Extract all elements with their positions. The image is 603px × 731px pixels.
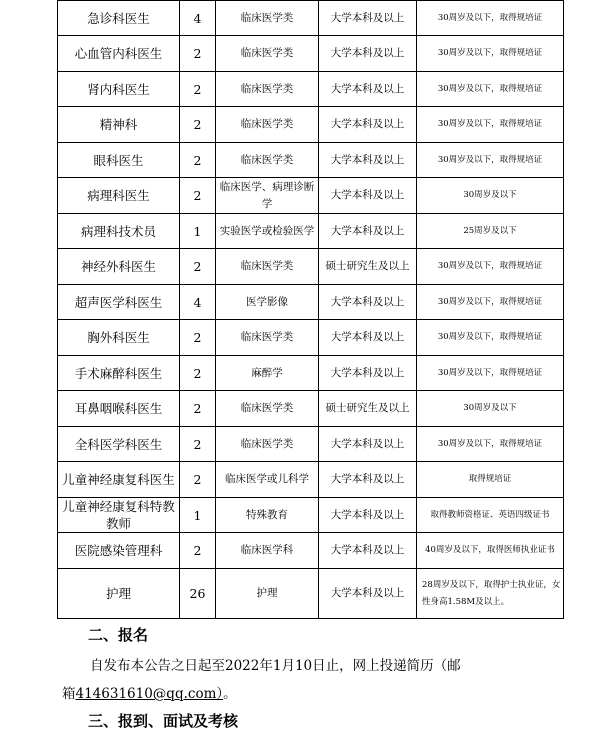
count-cell: 2 xyxy=(180,36,216,72)
major-cell: 临床医学科 xyxy=(216,533,319,569)
section-3-title: 三、报到、面试及考核 xyxy=(88,712,239,730)
requirement-cell: 40周岁及以下，取得医师执业证书 xyxy=(417,533,564,569)
position-cell: 精神科 xyxy=(58,107,180,143)
education-cell: 大学本科及以上 xyxy=(319,107,417,143)
position-cell: 耳鼻咽喉科医生 xyxy=(58,391,180,427)
count-cell: 2 xyxy=(180,72,216,107)
education-cell: 大学本科及以上 xyxy=(319,178,417,214)
table-row xyxy=(58,72,564,107)
major-cell: 护理 xyxy=(216,569,319,619)
education-cell: 大学本科及以上 xyxy=(319,533,417,569)
position-cell: 急诊科医生 xyxy=(58,1,180,36)
position-cell: 肾内科医生 xyxy=(58,72,180,107)
major-cell: 临床医学、病理诊断学 xyxy=(216,178,319,214)
table-row xyxy=(58,569,564,619)
table-row xyxy=(58,107,564,143)
table-row xyxy=(58,178,564,214)
position-cell: 超声医学科医生 xyxy=(58,285,180,320)
education-cell: 大学本科及以上 xyxy=(319,462,417,498)
requirement-cell: 30周岁及以下，取得规培证 xyxy=(417,72,564,107)
education-cell: 硕士研究生及以上 xyxy=(319,391,417,427)
major-cell: 临床医学类 xyxy=(216,1,319,36)
count-cell: 2 xyxy=(180,178,216,214)
requirement-cell: 取得教师资格证、英语四级证书 xyxy=(417,498,564,533)
requirement-cell: 30周岁及以下 xyxy=(417,391,564,427)
count-cell: 2 xyxy=(180,462,216,498)
table-row xyxy=(58,285,564,320)
count-cell: 26 xyxy=(180,569,216,619)
requirement-cell: 30周岁及以下，取得规培证 xyxy=(417,36,564,72)
requirement-cell: 30周岁及以下，取得规培证 xyxy=(417,285,564,320)
education-cell: 大学本科及以上 xyxy=(319,36,417,72)
count-cell: 2 xyxy=(180,427,216,462)
position-cell: 全科医学科医生 xyxy=(58,427,180,462)
education-cell: 大学本科及以上 xyxy=(319,320,417,356)
requirement-cell: 30周岁及以下，取得规培证 xyxy=(417,249,564,285)
count-cell: 2 xyxy=(180,356,216,391)
table-row xyxy=(58,391,564,427)
table-row xyxy=(58,533,564,569)
count-cell: 2 xyxy=(180,320,216,356)
major-cell: 麻醉学 xyxy=(216,356,319,391)
education-cell: 大学本科及以上 xyxy=(319,214,417,249)
requirement-cell: 30周岁及以下，取得规培证 xyxy=(417,143,564,178)
education-cell: 硕士研究生及以上 xyxy=(319,249,417,285)
education-cell: 大学本科及以上 xyxy=(319,498,417,533)
position-cell: 病理科技术员 xyxy=(58,214,180,249)
count-cell: 2 xyxy=(180,249,216,285)
count-cell: 2 xyxy=(180,107,216,143)
count-cell: 4 xyxy=(180,1,216,36)
table-row xyxy=(58,249,564,285)
email-suffix: 。 xyxy=(223,686,237,702)
section-2-title: 二、报名 xyxy=(88,626,149,644)
education-cell: 大学本科及以上 xyxy=(319,72,417,107)
major-cell: 临床医学类 xyxy=(216,427,319,462)
table-row xyxy=(58,356,564,391)
position-cell: 手术麻醉科医生 xyxy=(58,356,180,391)
requirement-cell: 取得规培证 xyxy=(417,462,564,498)
major-cell: 临床医学类 xyxy=(216,107,319,143)
count-cell: 2 xyxy=(180,533,216,569)
major-cell: 特殊教育 xyxy=(216,498,319,533)
major-cell: 临床医学类 xyxy=(216,391,319,427)
table-row xyxy=(58,498,564,533)
position-cell: 眼科医生 xyxy=(58,143,180,178)
table-row xyxy=(58,427,564,462)
count-cell: 1 xyxy=(180,214,216,249)
major-cell: 临床医学类 xyxy=(216,36,319,72)
requirement-cell: 30周岁及以下，取得规培证 xyxy=(417,427,564,462)
count-cell: 4 xyxy=(180,285,216,320)
major-cell: 临床医学类 xyxy=(216,249,319,285)
email-link[interactable]: 414631610@qq.com） xyxy=(75,686,224,702)
count-cell: 2 xyxy=(180,143,216,178)
table-row xyxy=(58,214,564,249)
table-row xyxy=(58,320,564,356)
requirement-cell: 30周岁及以下，取得规培证 xyxy=(417,1,564,36)
count-cell: 1 xyxy=(180,498,216,533)
position-cell: 胸外科医生 xyxy=(58,320,180,356)
position-cell: 儿童神经康复科特教教师 xyxy=(58,498,180,533)
email-prefix: 箱 xyxy=(62,686,76,702)
position-cell: 病理科医生 xyxy=(58,178,180,214)
section-2-text-line-2 xyxy=(62,682,237,702)
requirement-cell: 28周岁及以下，取得护士执业证，女性身高1.58M及以上。 xyxy=(417,569,564,619)
recruitment-table xyxy=(57,0,564,619)
major-cell: 医学影像 xyxy=(216,285,319,320)
education-cell: 大学本科及以上 xyxy=(319,285,417,320)
major-cell: 临床医学类 xyxy=(216,320,319,356)
position-cell: 儿童神经康复科医生 xyxy=(58,462,180,498)
requirement-cell: 30周岁及以下，取得规培证 xyxy=(417,107,564,143)
education-cell: 大学本科及以上 xyxy=(319,1,417,36)
count-cell: 2 xyxy=(180,391,216,427)
major-cell: 临床医学或儿科学 xyxy=(216,462,319,498)
position-cell: 医院感染管理科 xyxy=(58,533,180,569)
table-row xyxy=(58,1,564,36)
education-cell: 大学本科及以上 xyxy=(319,356,417,391)
requirement-cell: 30周岁及以下 xyxy=(417,178,564,214)
education-cell: 大学本科及以上 xyxy=(319,427,417,462)
education-cell: 大学本科及以上 xyxy=(319,569,417,619)
position-cell: 神经外科医生 xyxy=(58,249,180,285)
table-row xyxy=(58,36,564,72)
table-row xyxy=(58,462,564,498)
major-cell: 临床医学类 xyxy=(216,72,319,107)
requirement-cell: 30周岁及以下，取得规培证 xyxy=(417,320,564,356)
major-cell: 临床医学类 xyxy=(216,143,319,178)
education-cell: 大学本科及以上 xyxy=(319,143,417,178)
major-cell: 实验医学或检验医学 xyxy=(216,214,319,249)
position-cell: 心血管内科医生 xyxy=(58,36,180,72)
requirement-cell: 30周岁及以下，取得规培证 xyxy=(417,356,564,391)
table-row xyxy=(58,143,564,178)
section-2-text-line-1: 自发布本公告之日起至2022年1月10日止，网上投递简历（邮 xyxy=(90,658,461,674)
position-cell: 护理 xyxy=(58,569,180,619)
requirement-cell: 25周岁及以下 xyxy=(417,214,564,249)
